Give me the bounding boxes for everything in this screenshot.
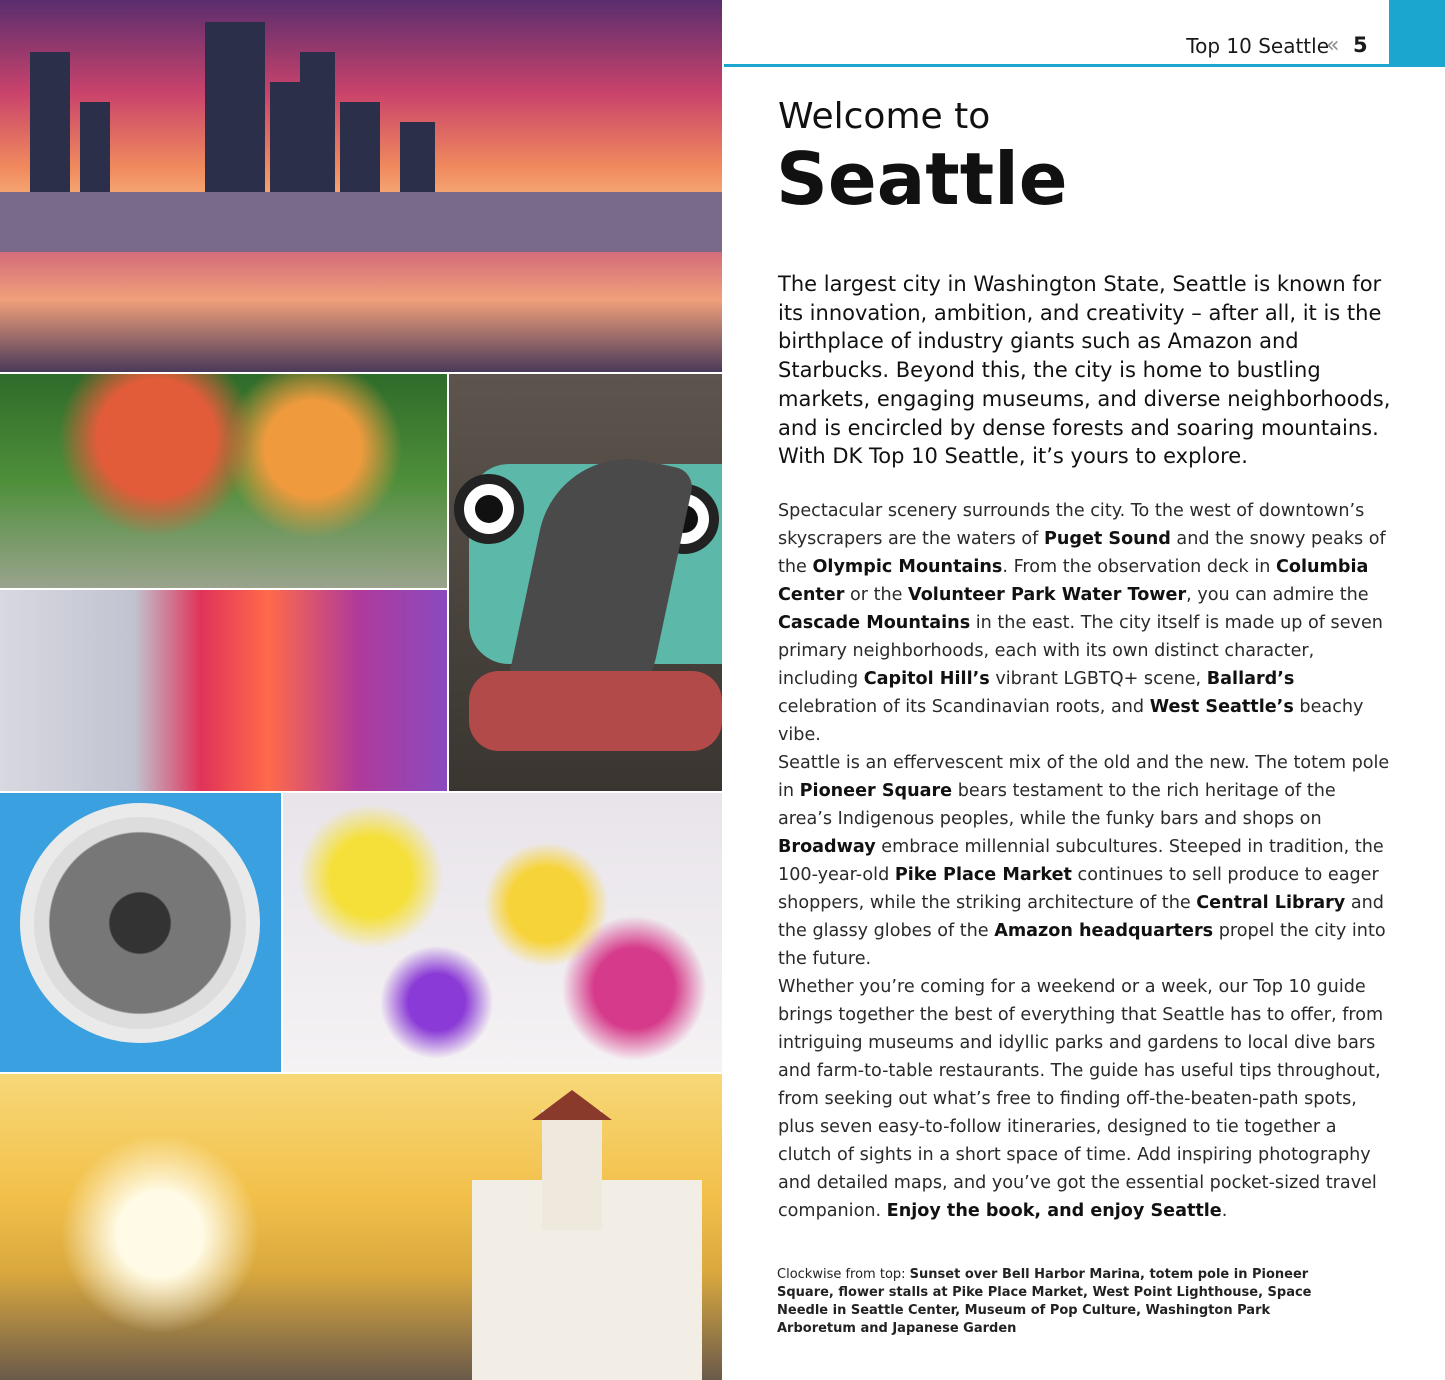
header-tab	[1389, 0, 1445, 67]
totem-mouth	[469, 671, 722, 751]
bold-term: Enjoy the book, and enjoy Seattle	[886, 1201, 1222, 1221]
header-rule	[724, 64, 1389, 67]
photo-caption	[777, 1266, 1337, 1338]
text-run: continues to sell produce to eager shoppers, while the striking architecture of the	[778, 865, 1379, 913]
photo-west-point-lighthouse	[0, 1074, 722, 1380]
caption-lead: Clockwise from top:	[777, 1267, 910, 1282]
bold-term: Amazon headquarters	[994, 921, 1214, 941]
photo-space-needle	[0, 793, 281, 1072]
page-title-kicker: Welcome to	[778, 96, 991, 137]
text-run: beachy vibe.	[778, 697, 1364, 745]
bold-term: Olympic Mountains	[812, 557, 1003, 577]
photo-museum-of-pop-culture	[0, 590, 447, 791]
text-run: Spectacular scenery surrounds the city. To the west of downtown’s skyscrapers are the waters of	[778, 501, 1365, 549]
body-paragraph-1	[778, 497, 1393, 749]
bold-term: Pioneer Square	[799, 781, 953, 801]
bold-term: Central Library	[1196, 893, 1346, 913]
bold-term: Cascade Mountains	[778, 613, 971, 633]
bold-term: West Seattle’s	[1149, 697, 1294, 717]
text-run: in the east. The city itself is made up of seven primary neighborhoods, each with its own distinct character, including	[778, 613, 1383, 689]
body-paragraph-2	[778, 749, 1393, 973]
photo-bell-harbor-marina	[0, 0, 722, 372]
bold-term: Volunteer Park Water Tower	[908, 585, 1187, 605]
photo-pike-place-flowers	[283, 793, 722, 1072]
running-head: Top 10 Seattle	[1186, 34, 1329, 58]
waterfront-buildings	[0, 192, 722, 252]
bold-term: Columbia Center	[778, 557, 1369, 605]
bold-term: Ballard’s	[1206, 669, 1295, 689]
sun	[60, 1134, 260, 1334]
text-run: or the	[844, 585, 909, 605]
lighthouse-tower	[542, 1110, 602, 1230]
text-run: bears testament to the rich heritage of the area’s Indigenous peoples, while the funky bars and shops on	[778, 781, 1336, 829]
photo-totem-pole	[449, 374, 722, 791]
text-run: celebration of its Scandinavian roots, and	[778, 697, 1150, 717]
text-run: Whether you’re coming for a weekend or a week, our Top 10 guide brings together the best of everything that Seattle has to offer, from intriguing museums and idyllic parks and gardens to local dive bars and farm-to-table restaurants. The guide has useful tips throughout, from seeking out what’s free to finding off-the-beaten-path spots, plus seven easy-to-follow itineraries, designed to tie together a clutch of sights in a short space of time. Add inspiring photography and detailed maps, and you’ve got the essential pocket-sized travel companion.	[778, 977, 1384, 1221]
text-run: Seattle is an effervescent mix of the old and the new. The totem pole in	[778, 753, 1390, 801]
intro-paragraph: The largest city in Washington State, Seattle is known for its innovation, ambition, and creativity – after all, it is the birthplace of industry giants such as Amazon and Starbucks. Beyond this, the city is home to bustling markets, engaging museums, and diverse neighborhoods, and is encircled by dense forests and soaring mountains. With DK Top 10 Seattle, it’s yours to explore.	[778, 272, 1391, 469]
bold-term: Pike Place Market	[894, 865, 1072, 885]
space-needle-ring	[20, 803, 260, 1043]
photo-japanese-garden	[0, 374, 447, 588]
chevron-left-icon: «	[1326, 33, 1340, 58]
bold-term: Capitol Hill’s	[863, 669, 990, 689]
page-number: 5	[1353, 33, 1368, 57]
text-run: .	[1221, 1201, 1228, 1221]
text-run: embrace millennial subcultures. Steeped in tradition, the 100-year-old	[778, 837, 1384, 885]
body-paragraph-3	[778, 973, 1393, 1225]
text-run: . From the observation deck in	[1002, 557, 1276, 577]
totem-eye-left	[454, 474, 524, 544]
text-run: propel the city into the future.	[778, 921, 1386, 969]
marina-water	[0, 252, 722, 372]
bold-term: Puget Sound	[1043, 529, 1171, 549]
lighthouse-roof	[532, 1090, 612, 1120]
caption-text: Sunset over Bell Harbor Marina, totem pole in Pioneer Square, flower stalls at Pike Place Market, West Point Lighthouse, Space Needle in Seattle Center, Museum of Pop Culture, Washington Park Arboretum and Japanese Garden	[777, 1267, 1312, 1336]
text-run: vibrant LGBTQ+ scene,	[989, 669, 1207, 689]
text-run: and the snowy peaks of the	[778, 529, 1386, 577]
bold-term: Broadway	[778, 837, 876, 857]
page-title: Seattle	[776, 137, 1068, 221]
text-run: , you can admire the	[1186, 585, 1369, 605]
text-run: and the glassy globes of the	[778, 893, 1384, 941]
